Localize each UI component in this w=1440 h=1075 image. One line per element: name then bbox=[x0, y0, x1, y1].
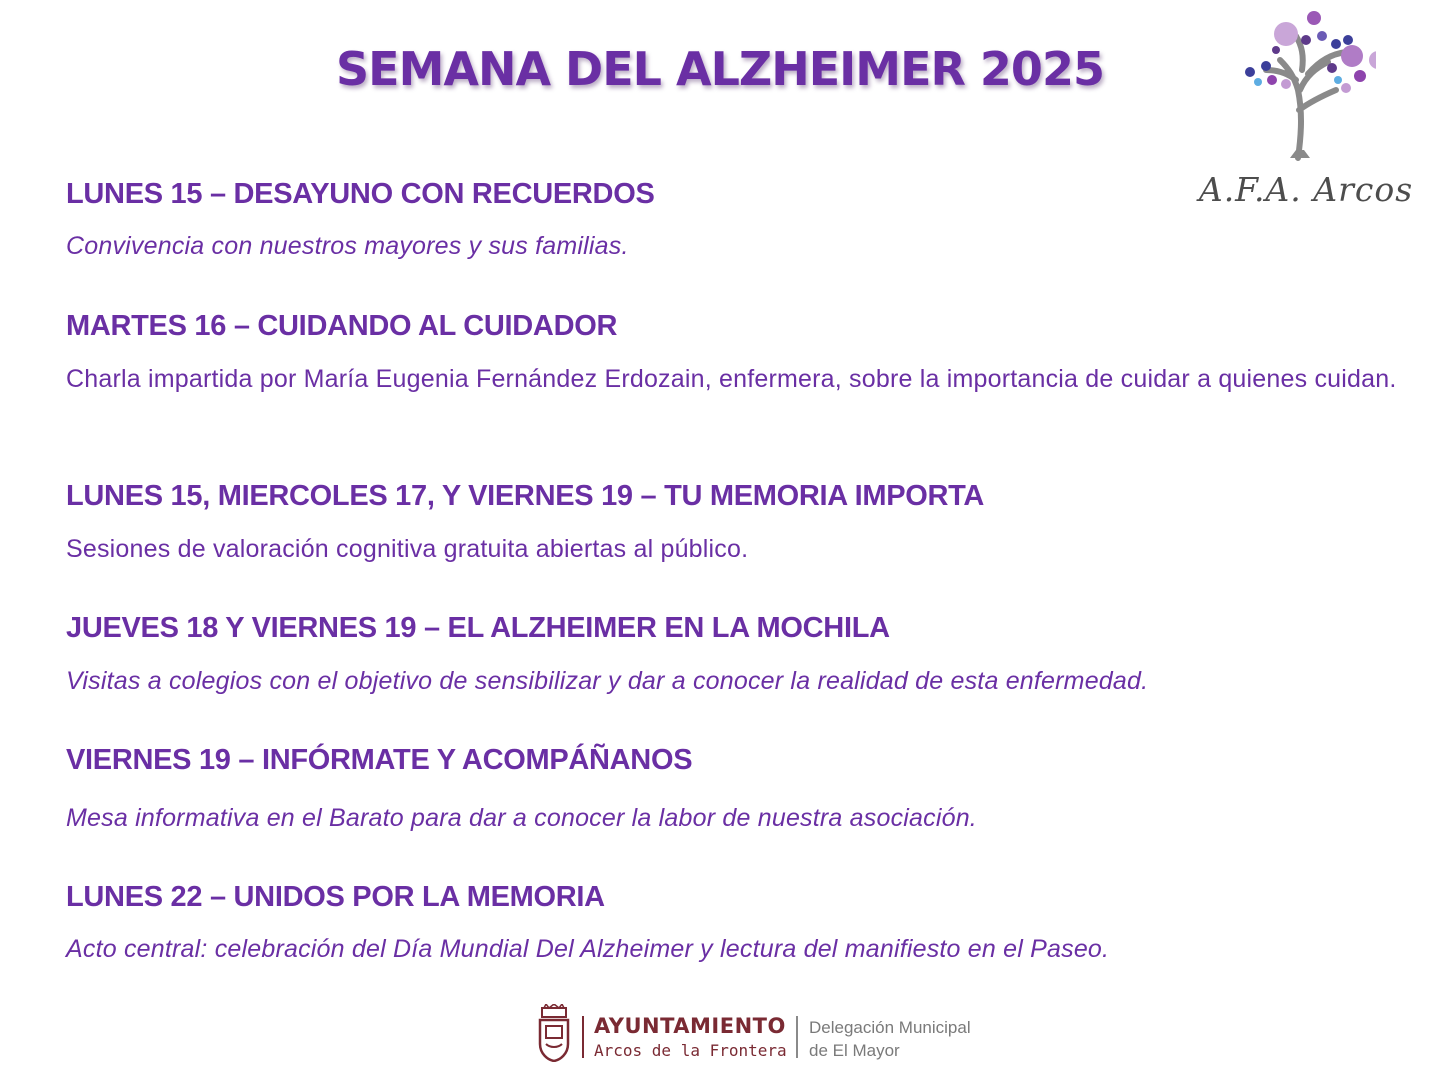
footer-separator bbox=[796, 1016, 798, 1058]
afa-arcos-logo bbox=[1196, 10, 1416, 210]
page-title: SEMANA DEL ALZHEIMER 2025 bbox=[336, 42, 1104, 96]
ayuntamiento-label: AYUNTAMIENTO bbox=[594, 1014, 786, 1038]
event-description: Mesa informativa en el Barato para dar a conocer la labor de nuestra asociación. bbox=[66, 804, 977, 832]
event-title: LUNES 15, MIERCOLES 17, Y VIERNES 19 – TU MEMORIA IMPORTA bbox=[66, 480, 985, 512]
footer-ayuntamiento bbox=[536, 1004, 976, 1064]
event-title: LUNES 22 – UNIDOS POR LA MEMORIA bbox=[66, 881, 605, 913]
event-description: Visitas a colegios con el objetivo de sensibilizar y dar a conocer la realidad de esta enfermedad. bbox=[66, 667, 1149, 695]
event-title: LUNES 15 – DESAYUNO CON RECUERDOS bbox=[66, 178, 655, 210]
event-description: Convivencia con nuestros mayores y sus familias. bbox=[66, 232, 629, 260]
event-description: Charla impartida por María Eugenia Fernández Erdozain, enfermera, sobre la importancia de cuidar a quienes cuidan. bbox=[66, 365, 1397, 393]
event-title: VIERNES 19 – INFÓRMATE Y ACOMPÁÑANOS bbox=[66, 744, 693, 776]
town-label: Arcos de la Frontera bbox=[594, 1041, 787, 1060]
footer-separator bbox=[582, 1016, 584, 1058]
municipal-crest-icon bbox=[536, 1004, 572, 1062]
logo-text: A.F.A. Arcos bbox=[1198, 170, 1414, 209]
delegacion-line-2: de El Mayor bbox=[809, 1041, 900, 1060]
event-description: Sesiones de valoración cognitiva gratuita abiertas al público. bbox=[66, 535, 749, 563]
event-title: MARTES 16 – CUIDANDO AL CUIDADOR bbox=[66, 310, 618, 342]
tree-logo-icon bbox=[1236, 10, 1376, 170]
delegacion-line-1: Delegación Municipal bbox=[809, 1018, 971, 1037]
event-description: Acto central: celebración del Día Mundial Del Alzheimer y lectura del manifiesto en el Paseo. bbox=[66, 935, 1110, 963]
event-title: JUEVES 18 Y VIERNES 19 – EL ALZHEIMER EN LA MOCHILA bbox=[66, 612, 890, 644]
